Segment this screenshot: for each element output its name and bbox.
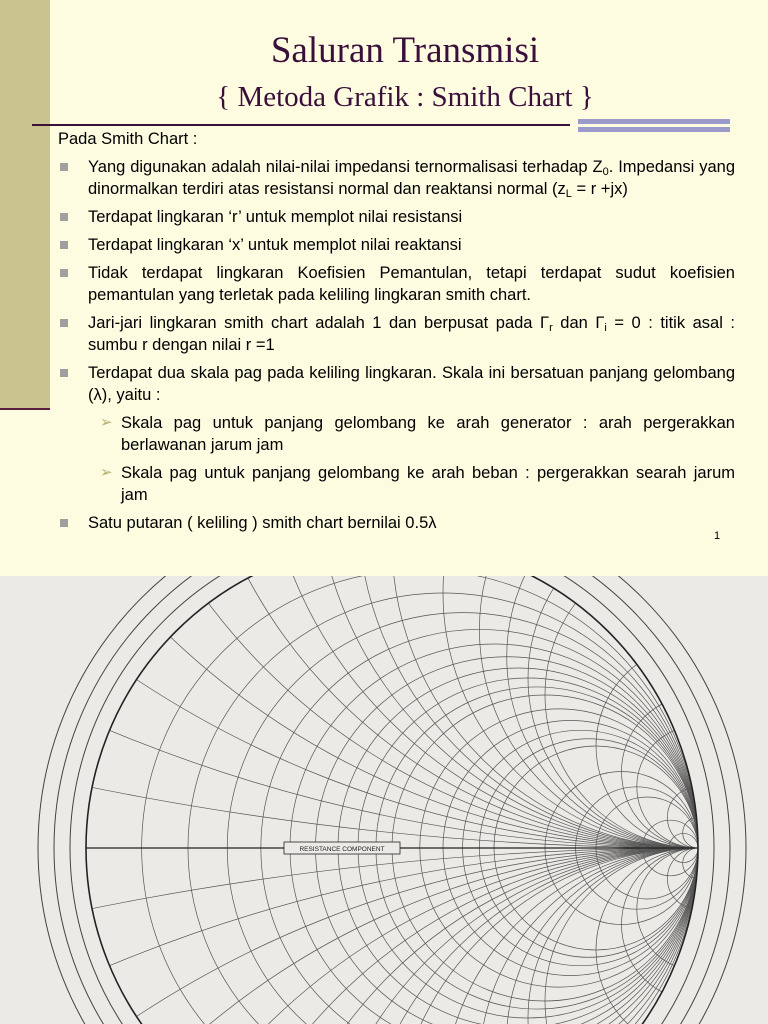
reactance-arc	[479, 848, 768, 1024]
bullet-item	[58, 512, 735, 534]
bullet-item	[58, 234, 735, 256]
sidebar-accent	[0, 0, 50, 410]
bullet-text: Satu putaran ( keliling ) smith chart bernilai 0.5λ	[88, 514, 437, 532]
reactance-arc	[0, 848, 768, 1024]
reactance-arc	[0, 848, 768, 1024]
bullet-square-icon	[60, 519, 68, 527]
slide-subtitle: { Metoda Grafik : Smith Chart }	[216, 81, 594, 113]
bullet-text: Yang digunakan adalah nilai-nilai impedansi ternormalisasi terhadap Z	[88, 158, 603, 176]
bullet-item	[58, 206, 735, 228]
bullet-square-icon	[60, 163, 68, 171]
bullet-square-icon	[60, 213, 68, 221]
bullet-text: Terdapat lingkaran ‘r’ untuk memplot nilai resistansi	[88, 208, 463, 226]
chart-outer-circle	[86, 576, 698, 1024]
reactance-arc	[316, 848, 768, 1024]
arrow-bullet-icon: ➢	[100, 414, 113, 431]
sub-bullet-text: Skala pag untuk panjang gelombang ke arah beban : pergerakkan searah jarum jam	[121, 464, 735, 504]
bullet-text: = r +jx)	[571, 180, 628, 198]
sub-bullet-item	[58, 462, 735, 506]
slide-title: Saluran Transmisi	[270, 30, 540, 71]
bullet-text: Terdapat dua skala pag pada keliling lingkaran. Skala ini bersatuan panjang gelombang (λ), yaitu :	[88, 364, 735, 404]
bullet-text: = 0 : titik asal : sumbu r dengan nilai r =1	[88, 314, 735, 354]
reactance-arc	[0, 848, 768, 1024]
scale-ring-inner	[70, 576, 714, 1024]
reactance-arc	[443, 848, 768, 1024]
bullet-item	[58, 262, 735, 306]
subscript: i	[604, 322, 607, 334]
bullet-square-icon	[60, 269, 68, 277]
reactance-arc	[0, 576, 768, 848]
content-heading: Pada Smith Chart :	[58, 130, 198, 148]
decor-bar-top	[578, 119, 730, 124]
reactance-arc	[0, 576, 768, 848]
subscript: L	[565, 188, 572, 200]
bullet-square-icon	[60, 369, 68, 377]
subscript: 0	[602, 166, 609, 178]
subscript: r	[549, 322, 553, 334]
bullet-square-icon	[60, 241, 68, 249]
scale-ring-outer	[38, 576, 746, 1024]
reactance-arc	[392, 848, 768, 1024]
title-rule	[32, 124, 570, 126]
page-number: 1	[714, 530, 721, 542]
bullet-text: dan Γ	[552, 314, 605, 332]
reactance-arc	[0, 848, 768, 1024]
bullet-item	[58, 312, 735, 356]
bullet-square-icon	[60, 319, 68, 327]
bullet-item	[58, 362, 735, 406]
sub-bullet-item	[58, 412, 735, 456]
sub-bullet-text: Skala pag untuk panjang gelombang ke arah generator : arah pergerakkan berlawanan jarum jam	[121, 414, 735, 454]
reactance-arc	[0, 576, 768, 848]
bullet-text: Tidak terdapat lingkaran Koefisien Pemantulan, tetapi terdapat sudut koefisien pemantulan yang terletak pada keliling lingkaran smith chart.	[88, 264, 735, 304]
smith-chart-image	[0, 576, 768, 1024]
arrow-bullet-icon: ➢	[100, 464, 113, 481]
bullet-text: Terdapat lingkaran ‘x’ untuk memplot nilai reaktansi	[88, 236, 462, 254]
reactance-arc	[545, 576, 768, 848]
bullet-text: . Impedansi yang dinormalkan terdiri atas resistansi normal dan reaktansi normal (z	[88, 158, 735, 198]
reactance-arc	[528, 576, 768, 848]
slide-content	[58, 128, 735, 540]
bullet-text: Jari-jari lingkaran smith chart adalah 1 dan berpusat pada Γ	[88, 314, 550, 332]
reactance-arc	[316, 576, 768, 848]
reactance-arc	[0, 576, 768, 848]
bullet-item	[58, 156, 735, 200]
resistance-axis-label: RESISTANCE COMPONENT	[299, 846, 385, 853]
sidebar-divider	[0, 408, 50, 410]
resistance-circle	[142, 576, 698, 1024]
smith-chart-graphic	[0, 576, 768, 1024]
reactance-arc	[86, 848, 768, 1024]
